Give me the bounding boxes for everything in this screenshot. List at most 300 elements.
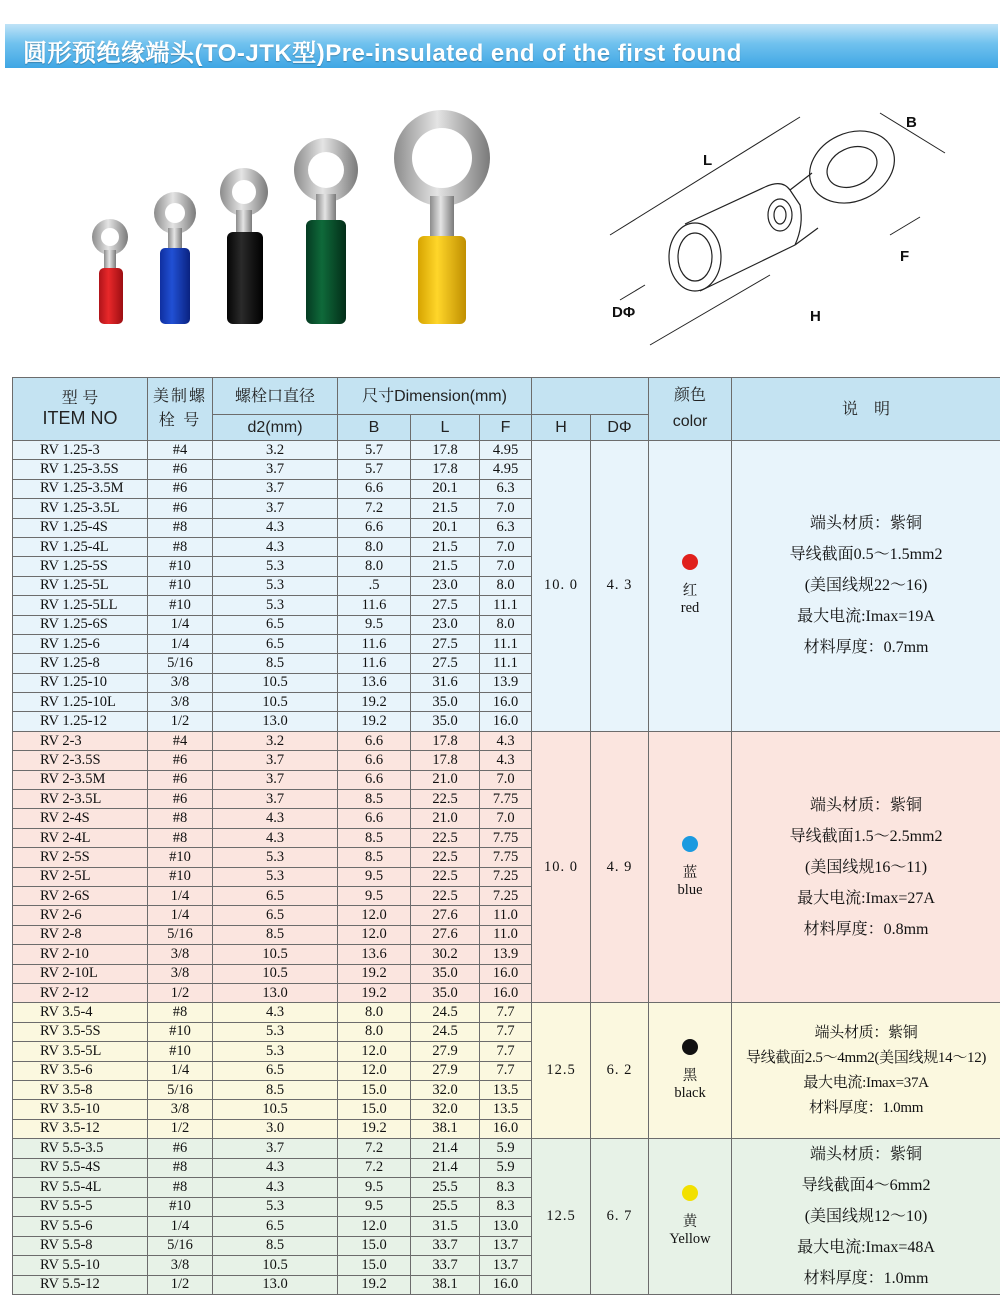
cell-b: 8.5 bbox=[338, 828, 411, 847]
cell-l: 24.5 bbox=[411, 1003, 480, 1022]
cell-h: 10. 0 bbox=[532, 441, 591, 732]
cell-item: RV 1.25-3.5L bbox=[13, 499, 148, 518]
cell-bolt: #6 bbox=[148, 460, 213, 479]
cell-d2: 6.5 bbox=[213, 634, 338, 653]
cell-f: 16.0 bbox=[480, 1275, 532, 1295]
cell-l: 27.5 bbox=[411, 634, 480, 653]
cell-b: 11.6 bbox=[338, 596, 411, 615]
cell-b: 19.2 bbox=[338, 964, 411, 983]
cell-bolt: #10 bbox=[148, 1042, 213, 1061]
cell-f: 7.25 bbox=[480, 886, 532, 905]
cell-item: RV 3.5-4 bbox=[13, 1003, 148, 1022]
cell-bolt: #10 bbox=[148, 1197, 213, 1217]
cell-d2: 10.5 bbox=[213, 673, 338, 692]
header-f: F bbox=[480, 415, 532, 441]
cell-bolt: 1/4 bbox=[148, 906, 213, 925]
cell-f: 13.0 bbox=[480, 1217, 532, 1237]
cell-l: 27.6 bbox=[411, 906, 480, 925]
page-title: 圆形预绝缘端头(TO-JTK型)Pre-insulated end of the first found bbox=[23, 40, 742, 67]
cell-l: 20.1 bbox=[411, 518, 480, 537]
cell-l: 27.5 bbox=[411, 654, 480, 673]
cell-d: 4. 3 bbox=[591, 441, 649, 732]
header-dim-blank-h bbox=[532, 378, 591, 415]
cell-b: 11.6 bbox=[338, 654, 411, 673]
description-line: 材料厚度：0.8mm bbox=[803, 920, 929, 938]
header-bolt bbox=[148, 378, 213, 441]
cell-d2: 3.7 bbox=[213, 770, 338, 789]
cell-f: 8.3 bbox=[480, 1178, 532, 1198]
cell-d: 6. 2 bbox=[591, 1003, 649, 1139]
product-photo bbox=[70, 100, 550, 350]
cell-bolt: 3/8 bbox=[148, 964, 213, 983]
cell-b: 19.2 bbox=[338, 693, 411, 712]
cell-color bbox=[649, 441, 732, 732]
cell-d2: 8.5 bbox=[213, 1236, 338, 1256]
cell-b: 6.6 bbox=[338, 809, 411, 828]
header-d: DΦ bbox=[591, 415, 649, 441]
cell-bolt: 1/4 bbox=[148, 1217, 213, 1237]
cell-d2: 4.3 bbox=[213, 537, 338, 556]
color-name-cn: 黄 bbox=[682, 1214, 698, 1231]
cell-b: 12.0 bbox=[338, 1042, 411, 1061]
cell-l: 32.0 bbox=[411, 1100, 480, 1119]
cell-d2: 5.3 bbox=[213, 557, 338, 576]
cell-d2: 8.5 bbox=[213, 654, 338, 673]
terminal-blue bbox=[154, 192, 196, 324]
cell-l: 17.8 bbox=[411, 731, 480, 750]
cell-l: 35.0 bbox=[411, 964, 480, 983]
header-color bbox=[649, 378, 732, 441]
terminal-yellow bbox=[394, 110, 490, 324]
description-line: 导线截面4～6mm2 bbox=[801, 1177, 931, 1195]
cell-item: RV 1.25-10L bbox=[13, 693, 148, 712]
cell-b: 8.0 bbox=[338, 1003, 411, 1022]
cell-description bbox=[732, 731, 1000, 1002]
table-row bbox=[13, 1003, 1000, 1022]
cell-d2: 13.0 bbox=[213, 1275, 338, 1295]
cell-bolt: #8 bbox=[148, 537, 213, 556]
cell-bolt: 1/4 bbox=[148, 615, 213, 634]
cell-d2: 8.5 bbox=[213, 1080, 338, 1099]
cell-d2: 5.3 bbox=[213, 596, 338, 615]
cell-color bbox=[649, 1139, 732, 1295]
header-diameter: 螺栓口直径 bbox=[213, 378, 338, 415]
cell-l: 38.1 bbox=[411, 1275, 480, 1295]
cell-b: 15.0 bbox=[338, 1236, 411, 1256]
color-name-cn: 黑 bbox=[682, 1068, 698, 1085]
description-line: 导线截面1.5～2.5mm2 bbox=[789, 827, 943, 845]
cell-item: RV 3.5-5S bbox=[13, 1022, 148, 1041]
description-line: 端头材质：紫铜 bbox=[814, 1024, 918, 1041]
header-model-en: ITEM NO bbox=[42, 407, 118, 428]
cell-b: 9.5 bbox=[338, 867, 411, 886]
cell-l: 27.5 bbox=[411, 596, 480, 615]
cell-d2: 3.2 bbox=[213, 441, 338, 460]
cell-f: 7.0 bbox=[480, 537, 532, 556]
cell-d2: 3.7 bbox=[213, 790, 338, 809]
cell-l: 32.0 bbox=[411, 1080, 480, 1099]
cell-f: 13.5 bbox=[480, 1080, 532, 1099]
cell-b: 5.7 bbox=[338, 460, 411, 479]
cell-l: 22.5 bbox=[411, 828, 480, 847]
cell-f: 11.0 bbox=[480, 925, 532, 944]
cell-item: RV 2-3.5L bbox=[13, 790, 148, 809]
cell-item: RV 5.5-4S bbox=[13, 1158, 148, 1178]
cell-d: 6. 7 bbox=[591, 1139, 649, 1295]
label-l: L bbox=[703, 152, 713, 169]
cell-bolt: #10 bbox=[148, 848, 213, 867]
cell-f: 8.0 bbox=[480, 576, 532, 595]
cell-l: 27.6 bbox=[411, 925, 480, 944]
cell-item: RV 2-3.5S bbox=[13, 751, 148, 770]
cell-f: 16.0 bbox=[480, 712, 532, 731]
header-desc: 说 明 bbox=[732, 378, 1000, 441]
title-bar bbox=[5, 24, 998, 68]
cell-l: 35.0 bbox=[411, 712, 480, 731]
description-line: (美国线规22～16) bbox=[804, 577, 928, 595]
cell-item: RV 2-6 bbox=[13, 906, 148, 925]
cell-d2: 6.5 bbox=[213, 1061, 338, 1080]
cell-b: 13.6 bbox=[338, 673, 411, 692]
cell-bolt: #4 bbox=[148, 731, 213, 750]
cell-item: RV 1.25-3.5M bbox=[13, 479, 148, 498]
cell-l: 33.7 bbox=[411, 1256, 480, 1276]
cell-l: 17.8 bbox=[411, 441, 480, 460]
cell-f: 5.9 bbox=[480, 1139, 532, 1159]
cell-bolt: #8 bbox=[148, 1003, 213, 1022]
cell-item: RV 1.25-5S bbox=[13, 557, 148, 576]
cell-b: 8.5 bbox=[338, 848, 411, 867]
cell-f: 13.7 bbox=[480, 1236, 532, 1256]
cell-bolt: 1/2 bbox=[148, 1275, 213, 1295]
cell-bolt: #8 bbox=[148, 809, 213, 828]
cell-item: RV 1.25-6 bbox=[13, 634, 148, 653]
cell-description bbox=[732, 1139, 1000, 1295]
header-color-en: color bbox=[672, 413, 708, 430]
header-b: B bbox=[338, 415, 411, 441]
cell-bolt: 3/8 bbox=[148, 1100, 213, 1119]
cell-h: 12.5 bbox=[532, 1139, 591, 1295]
terminal-outline bbox=[669, 118, 906, 291]
cell-f: 13.9 bbox=[480, 945, 532, 964]
cell-d2: 4.3 bbox=[213, 1003, 338, 1022]
cell-l: 30.2 bbox=[411, 945, 480, 964]
cell-item: RV 3.5-12 bbox=[13, 1119, 148, 1138]
cell-l: 35.0 bbox=[411, 693, 480, 712]
cell-f: 7.0 bbox=[480, 809, 532, 828]
cell-f: 8.3 bbox=[480, 1197, 532, 1217]
cell-b: 7.2 bbox=[338, 1158, 411, 1178]
cell-d2: 5.3 bbox=[213, 867, 338, 886]
description-line: 最大电流:Imax=27A bbox=[797, 889, 935, 907]
description-line: 端头材质：紫铜 bbox=[810, 515, 923, 533]
cell-l: 20.1 bbox=[411, 479, 480, 498]
cell-d2: 6.5 bbox=[213, 615, 338, 634]
cell-f: 13.7 bbox=[480, 1256, 532, 1276]
header-color-cn: 颜色 bbox=[674, 387, 707, 404]
cell-l: 31.6 bbox=[411, 673, 480, 692]
terminal-red bbox=[92, 219, 128, 324]
header-diameter-unit: d2(mm) bbox=[213, 415, 338, 441]
cell-item: RV 1.25-6S bbox=[13, 615, 148, 634]
cell-item: RV 2-4L bbox=[13, 828, 148, 847]
cell-b: 7.2 bbox=[338, 499, 411, 518]
cell-d2: 4.3 bbox=[213, 1178, 338, 1198]
cell-bolt: 1/2 bbox=[148, 712, 213, 731]
cell-bolt: #6 bbox=[148, 499, 213, 518]
cell-l: 22.5 bbox=[411, 848, 480, 867]
cell-f: 16.0 bbox=[480, 964, 532, 983]
header-model bbox=[13, 378, 148, 441]
cell-l: 21.0 bbox=[411, 809, 480, 828]
cell-color bbox=[649, 1003, 732, 1139]
cell-d2: 5.3 bbox=[213, 576, 338, 595]
cell-bolt: 3/8 bbox=[148, 673, 213, 692]
cell-l: 25.5 bbox=[411, 1178, 480, 1198]
cell-h: 12.5 bbox=[532, 1003, 591, 1139]
cell-b: 11.6 bbox=[338, 634, 411, 653]
cell-f: 11.0 bbox=[480, 906, 532, 925]
cell-bolt: #8 bbox=[148, 1158, 213, 1178]
cell-item: RV 2-10 bbox=[13, 945, 148, 964]
cell-bolt: 5/16 bbox=[148, 654, 213, 673]
cell-item: RV 2-6S bbox=[13, 886, 148, 905]
color-name-en: Yellow bbox=[669, 1231, 711, 1248]
cell-d2: 3.7 bbox=[213, 460, 338, 479]
cell-d2: 10.5 bbox=[213, 964, 338, 983]
cell-f: 7.75 bbox=[480, 790, 532, 809]
cell-b: 6.6 bbox=[338, 479, 411, 498]
color-dot-icon bbox=[682, 836, 698, 852]
cell-l: 22.5 bbox=[411, 867, 480, 886]
cell-bolt: #10 bbox=[148, 867, 213, 886]
terminal-black bbox=[220, 168, 268, 324]
cell-item: RV 1.25-8 bbox=[13, 654, 148, 673]
cell-item: RV 1.25-4S bbox=[13, 518, 148, 537]
cell-item: RV 1.25-5L bbox=[13, 576, 148, 595]
table-row bbox=[13, 1139, 1000, 1159]
header-l: L bbox=[411, 415, 480, 441]
cell-item: RV 1.25-5LL bbox=[13, 596, 148, 615]
label-b: B bbox=[906, 114, 917, 131]
cell-item: RV 3.5-10 bbox=[13, 1100, 148, 1119]
cell-d2: 5.3 bbox=[213, 848, 338, 867]
cell-b: 19.2 bbox=[338, 983, 411, 1002]
cell-d2: 13.0 bbox=[213, 712, 338, 731]
table-row bbox=[13, 731, 1000, 750]
cell-l: 21.5 bbox=[411, 557, 480, 576]
cell-f: 4.95 bbox=[480, 460, 532, 479]
label-h: H bbox=[810, 308, 821, 325]
cell-f: 16.0 bbox=[480, 693, 532, 712]
table-row bbox=[13, 441, 1000, 460]
cell-l: 31.5 bbox=[411, 1217, 480, 1237]
cell-bolt: 5/16 bbox=[148, 1236, 213, 1256]
cell-d2: 8.5 bbox=[213, 925, 338, 944]
cell-b: 9.5 bbox=[338, 1178, 411, 1198]
cell-d: 4. 9 bbox=[591, 731, 649, 1002]
header-model-cn: 型 号 bbox=[61, 389, 99, 407]
cell-f: 16.0 bbox=[480, 983, 532, 1002]
cell-b: 12.0 bbox=[338, 1061, 411, 1080]
cell-d2: 3.0 bbox=[213, 1119, 338, 1138]
cell-l: 35.0 bbox=[411, 983, 480, 1002]
cell-item: RV 2-3.5M bbox=[13, 770, 148, 789]
cell-bolt: #10 bbox=[148, 576, 213, 595]
cell-b: 19.2 bbox=[338, 712, 411, 731]
terminal-green bbox=[294, 138, 358, 324]
dimension-lines bbox=[610, 113, 945, 345]
cell-b: 9.5 bbox=[338, 886, 411, 905]
description-line: 端头材质：紫铜 bbox=[810, 796, 923, 814]
description-line: 导线截面0.5～1.5mm2 bbox=[789, 546, 943, 564]
cell-item: RV 3.5-6 bbox=[13, 1061, 148, 1080]
cell-f: 8.0 bbox=[480, 615, 532, 634]
cell-item: RV 5.5-5 bbox=[13, 1197, 148, 1217]
cell-d2: 10.5 bbox=[213, 693, 338, 712]
cell-color bbox=[649, 731, 732, 1002]
cell-f: 7.0 bbox=[480, 499, 532, 518]
cell-l: 21.4 bbox=[411, 1158, 480, 1178]
color-name-cn: 蓝 bbox=[682, 864, 698, 881]
cell-item: RV 2-5S bbox=[13, 848, 148, 867]
cell-d2: 3.2 bbox=[213, 731, 338, 750]
cell-f: 7.7 bbox=[480, 1042, 532, 1061]
cell-bolt: 3/8 bbox=[148, 1256, 213, 1276]
cell-bolt: #6 bbox=[148, 790, 213, 809]
spec-table bbox=[12, 377, 1000, 1295]
cell-bolt: 1/4 bbox=[148, 1061, 213, 1080]
cell-d2: 3.7 bbox=[213, 1139, 338, 1159]
cell-l: 27.9 bbox=[411, 1061, 480, 1080]
cell-bolt: #4 bbox=[148, 441, 213, 460]
cell-f: 5.9 bbox=[480, 1158, 532, 1178]
cell-bolt: 5/16 bbox=[148, 925, 213, 944]
cell-b: 15.0 bbox=[338, 1256, 411, 1276]
cell-d2: 6.5 bbox=[213, 1217, 338, 1237]
cell-item: RV 3.5-8 bbox=[13, 1080, 148, 1099]
cell-item: RV 5.5-8 bbox=[13, 1236, 148, 1256]
cell-l: 17.8 bbox=[411, 751, 480, 770]
cell-f: 7.0 bbox=[480, 770, 532, 789]
cell-item: RV 3.5-5L bbox=[13, 1042, 148, 1061]
description-line: 材料厚度：0.7mm bbox=[803, 639, 929, 657]
cell-item: RV 5.5-4L bbox=[13, 1178, 148, 1198]
cell-b: .5 bbox=[338, 576, 411, 595]
description-line: 最大电流:Imax=37A bbox=[803, 1074, 929, 1091]
cell-bolt: #8 bbox=[148, 1178, 213, 1198]
cell-l: 24.5 bbox=[411, 1022, 480, 1041]
color-dot-icon bbox=[682, 1039, 698, 1055]
cell-bolt: 1/4 bbox=[148, 634, 213, 653]
cell-b: 7.2 bbox=[338, 1139, 411, 1159]
cell-item: RV 5.5-3.5 bbox=[13, 1139, 148, 1159]
cell-l: 21.5 bbox=[411, 499, 480, 518]
cell-f: 7.25 bbox=[480, 867, 532, 886]
cell-f: 7.75 bbox=[480, 848, 532, 867]
cell-d2: 10.5 bbox=[213, 945, 338, 964]
cell-f: 13.5 bbox=[480, 1100, 532, 1119]
header-dim-blank-d bbox=[591, 378, 649, 415]
description-line: (美国线规16～11) bbox=[804, 858, 928, 876]
cell-l: 25.5 bbox=[411, 1197, 480, 1217]
cell-d2: 5.3 bbox=[213, 1042, 338, 1061]
cell-f: 11.1 bbox=[480, 654, 532, 673]
color-name-cn: 红 bbox=[682, 583, 698, 600]
cell-d2: 13.0 bbox=[213, 983, 338, 1002]
cell-item: RV 2-3 bbox=[13, 731, 148, 750]
cell-l: 27.9 bbox=[411, 1042, 480, 1061]
cell-bolt: #8 bbox=[148, 828, 213, 847]
cell-b: 19.2 bbox=[338, 1119, 411, 1138]
cell-f: 13.9 bbox=[480, 673, 532, 692]
header-bolt-label: 美制螺栓 号 bbox=[152, 388, 207, 429]
cell-b: 12.0 bbox=[338, 1217, 411, 1237]
header-dimension: 尺寸Dimension(mm) bbox=[338, 378, 532, 415]
cell-item: RV 2-12 bbox=[13, 983, 148, 1002]
cell-d2: 5.3 bbox=[213, 1197, 338, 1217]
cell-bolt: #6 bbox=[148, 770, 213, 789]
cell-l: 21.4 bbox=[411, 1139, 480, 1159]
cell-b: 9.5 bbox=[338, 615, 411, 634]
cell-item: RV 2-4S bbox=[13, 809, 148, 828]
label-f: F bbox=[900, 248, 910, 265]
cell-b: 8.0 bbox=[338, 557, 411, 576]
header-h: H bbox=[532, 415, 591, 441]
cell-b: 15.0 bbox=[338, 1080, 411, 1099]
cell-d2: 6.5 bbox=[213, 886, 338, 905]
cell-bolt: 3/8 bbox=[148, 693, 213, 712]
description-line: 最大电流:Imax=48A bbox=[797, 1239, 935, 1257]
label-d: DΦ bbox=[612, 304, 636, 321]
cell-d2: 3.7 bbox=[213, 479, 338, 498]
color-name-en: red bbox=[680, 600, 700, 617]
cell-d2: 4.3 bbox=[213, 518, 338, 537]
cell-l: 17.8 bbox=[411, 460, 480, 479]
color-name-en: black bbox=[674, 1085, 706, 1102]
cell-b: 19.2 bbox=[338, 1275, 411, 1295]
cell-f: 7.7 bbox=[480, 1061, 532, 1080]
cell-item: RV 2-8 bbox=[13, 925, 148, 944]
cell-d2: 4.3 bbox=[213, 828, 338, 847]
cell-bolt: #6 bbox=[148, 1139, 213, 1159]
cell-item: RV 1.25-4L bbox=[13, 537, 148, 556]
cell-f: 7.75 bbox=[480, 828, 532, 847]
cell-bolt: 3/8 bbox=[148, 945, 213, 964]
description-line: 最大电流:Imax=19A bbox=[797, 608, 935, 626]
cell-f: 7.0 bbox=[480, 557, 532, 576]
cell-f: 4.3 bbox=[480, 751, 532, 770]
cell-b: 8.5 bbox=[338, 790, 411, 809]
cell-d2: 4.3 bbox=[213, 809, 338, 828]
cell-f: 11.1 bbox=[480, 634, 532, 653]
description-line: 端头材质：紫铜 bbox=[810, 1146, 923, 1164]
cell-item: RV 1.25-10 bbox=[13, 673, 148, 692]
cell-b: 8.0 bbox=[338, 537, 411, 556]
cell-d2: 10.5 bbox=[213, 1100, 338, 1119]
cell-h: 10. 0 bbox=[532, 731, 591, 1002]
cell-bolt: #8 bbox=[148, 518, 213, 537]
cell-d2: 4.3 bbox=[213, 1158, 338, 1178]
cell-l: 23.0 bbox=[411, 615, 480, 634]
cell-f: 6.3 bbox=[480, 518, 532, 537]
cell-item: RV 2-10L bbox=[13, 964, 148, 983]
cell-item: RV 2-5L bbox=[13, 867, 148, 886]
cell-item: RV 5.5-10 bbox=[13, 1256, 148, 1276]
cell-item: RV 1.25-3 bbox=[13, 441, 148, 460]
cell-item: RV 5.5-12 bbox=[13, 1275, 148, 1295]
cell-f: 11.1 bbox=[480, 596, 532, 615]
